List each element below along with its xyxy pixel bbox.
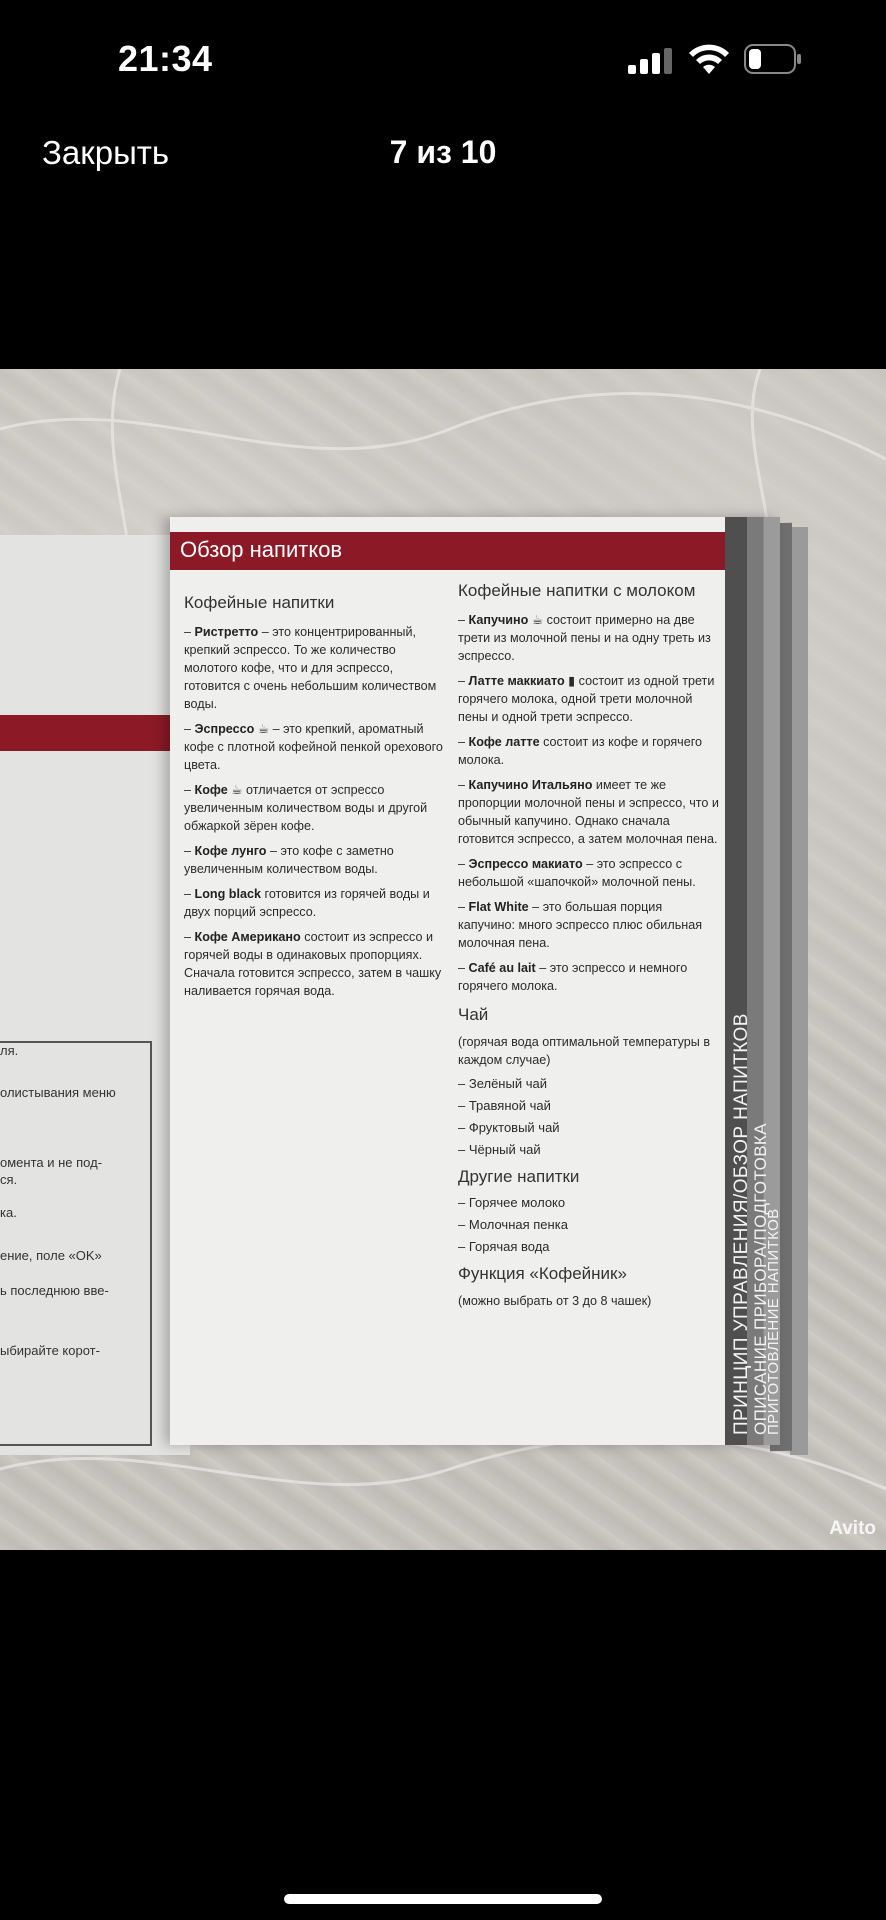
section-tab: ПРИНЦИП УПРАВЛЕНИЯ/ОБЗОР НАПИТКОВ bbox=[731, 1013, 752, 1435]
photo-counter: 7 из 10 bbox=[389, 134, 497, 170]
drink-name: Кофе bbox=[194, 783, 228, 797]
drink-desc: – это эспрессо с небольшой «шапочкой» молочной пены. bbox=[458, 857, 696, 889]
drink-desc: – это кофе с заметно увеличенным количеством воды. bbox=[184, 844, 394, 876]
pot-note: (можно выбрать от 3 до 8 чашек) bbox=[458, 1294, 652, 1308]
drink-name: Латте маккиато bbox=[468, 674, 565, 688]
avito-watermark: Avito bbox=[829, 1518, 876, 1539]
drink-desc: ☕ состоит примерно на две трети из молочной пены и на одну треть из эспрессо. bbox=[458, 613, 711, 663]
drink-desc: ☕ отличается от эспрессо увеличенным количеством воды и другой обжаркой зёрен кофе. bbox=[184, 783, 428, 833]
drink-item: – Кофе ☕ отличается от эспрессо увеличенным количеством воды и другой обжаркой зёрен кофе. bbox=[184, 783, 428, 833]
drink-item: – Капучино Итальяно имеет те же пропорции молочной пены и эспрессо, что и обычный капучино. Однако сначала готовится эспрессо, а затем молочная пена. bbox=[458, 778, 719, 846]
drink-desc: ▮ состоит из одной трети горячего молока, одной трети молочной пены и одной трети эспрессо. bbox=[458, 674, 715, 724]
left-fragment: ся. bbox=[0, 1172, 18, 1187]
left-fragment: ка. bbox=[0, 1205, 17, 1220]
drink-item: – Flat White – это большая порция капучино: много эспрессо плюс обильная молочная пена. bbox=[458, 900, 703, 950]
tea-item: – Зелёный чай bbox=[458, 1076, 547, 1091]
page-title-band bbox=[170, 532, 725, 570]
drink-name: Кофе Американо bbox=[194, 930, 301, 944]
status-bar bbox=[0, 0, 886, 120]
right-column bbox=[458, 581, 720, 1317]
pot-heading: Функция «Кофейник» bbox=[458, 1264, 627, 1283]
drink-item: – Латте маккиато ▮ состоит из одной трети горячего молока, одной трети молочной пены и одной трети эспрессо. bbox=[458, 674, 715, 724]
drink-name: Капучино Итальяно bbox=[468, 778, 593, 792]
drink-name: Café au lait bbox=[468, 961, 536, 975]
battery-icon bbox=[744, 44, 802, 74]
left-fragment: ля. bbox=[0, 1043, 19, 1058]
column-heading: Кофейные напитки bbox=[184, 593, 335, 612]
cellular-signal-icon bbox=[628, 48, 672, 74]
section-tab: ПРИГОТОВЛЕНИЕ НАПИТКОВ bbox=[765, 1208, 782, 1435]
status-time: 21:34 bbox=[118, 38, 213, 79]
other-item: – Молочная пенка bbox=[458, 1217, 568, 1232]
drink-desc: готовится из горячей воды и двух порций эспрессо. bbox=[184, 887, 430, 919]
drink-name: Эспрессо bbox=[194, 722, 255, 736]
left-page-band bbox=[0, 715, 175, 751]
drink-item: – Эспрессо ☕ – это крепкий, ароматный кофе с плотной кофейной пенкой орехового цвета. bbox=[184, 722, 443, 772]
drink-item: – Café au lait – это эспрессо и немного горячего молока. bbox=[458, 961, 688, 993]
manual-page bbox=[170, 517, 780, 1445]
left-fragment: омента и не под- bbox=[0, 1155, 103, 1170]
section-tab: ОПИСАНИЕ ПРИБОРА/ПОДГОТОВКА bbox=[751, 1123, 770, 1435]
left-page-table bbox=[0, 1041, 152, 1446]
drink-name: Кофе лунго bbox=[194, 844, 267, 858]
drink-desc: состоит из эспрессо и горячей воды в одинаковых пропорциях. Сначала готовится эспрессо, затем в чашку наливается горячая вода. bbox=[184, 930, 442, 998]
left-fragment: ь последнюю вве- bbox=[0, 1283, 109, 1298]
drink-name: Эспрессо макиато bbox=[468, 857, 583, 871]
tea-item: – Травяной чай bbox=[458, 1098, 551, 1113]
drink-desc: – это концентрированный, крепкий эспрессо. То же количество молотого кофе, что и для эспрессо, готовится с очень небольшим количеством воды. bbox=[184, 625, 437, 711]
photo[interactable] bbox=[0, 369, 886, 1550]
drink-name: Long black bbox=[194, 887, 261, 901]
tea-note: (горячая вода оптимальной температуры в каждом случае) bbox=[458, 1035, 711, 1067]
left-column bbox=[184, 593, 446, 1007]
left-page bbox=[0, 535, 190, 1455]
viewer-header bbox=[0, 120, 886, 190]
drink-item: – Long black готовится из горячей воды и двух порций эспрессо. bbox=[184, 887, 430, 919]
left-fragment: олистывания меню bbox=[0, 1085, 116, 1100]
drink-item: – Кофе Американо состоит из эспрессо и горячей воды в одинаковых пропорциях. Сначала готовится эспрессо, затем в чашку наливается горячая вода. bbox=[184, 930, 442, 998]
tea-heading: Чай bbox=[458, 1005, 489, 1024]
drink-name: Капучино bbox=[468, 613, 529, 627]
left-fragment: ение, поле «OK» bbox=[0, 1248, 102, 1263]
drink-desc: имеет те же пропорции молочной пены и эспрессо, что и обычный капучино. Однако сначала готовится эспрессо, а затем молочная пена. bbox=[458, 778, 719, 846]
tea-item: – Фруктовый чай bbox=[458, 1120, 560, 1135]
drink-desc: – это эспрессо и немного горячего молока. bbox=[458, 961, 688, 993]
other-item: – Горячее молоко bbox=[458, 1195, 566, 1210]
drink-desc: состоит из кофе и горячего молока. bbox=[458, 735, 703, 767]
left-fragment: ыбирайте корот- bbox=[0, 1343, 100, 1358]
column-heading: Кофейные напитки с молоком bbox=[458, 581, 696, 600]
tea-item: – Чёрный чай bbox=[458, 1142, 541, 1157]
home-indicator[interactable] bbox=[284, 1894, 602, 1904]
drink-desc: ☕ – это крепкий, ароматный кофе с плотной кофейной пенкой орехового цвета. bbox=[184, 722, 443, 772]
section-tabs bbox=[725, 517, 780, 1445]
drink-item: – Кофе латте состоит из кофе и горячего молока. bbox=[458, 735, 703, 767]
close-button[interactable]: Закрыть bbox=[42, 134, 170, 171]
drink-name: Ристретто bbox=[194, 625, 259, 639]
drink-name: Кофе латте bbox=[468, 735, 540, 749]
drink-name: Flat White bbox=[468, 900, 529, 914]
drink-item: – Кофе лунго – это кофе с заметно увеличенным количеством воды. bbox=[184, 844, 394, 876]
wifi-icon bbox=[688, 44, 730, 76]
other-item: – Горячая вода bbox=[458, 1239, 550, 1254]
drink-desc: – это большая порция капучино: много эспрессо плюс обильная молочная пена. bbox=[458, 900, 703, 950]
page-title: Обзор напитков bbox=[180, 537, 343, 562]
drink-item: – Эспрессо макиато – это эспрессо с небольшой «шапочкой» молочной пены. bbox=[458, 857, 696, 889]
other-heading: Другие напитки bbox=[458, 1167, 580, 1186]
drink-item: – Капучино ☕ состоит примерно на две трети из молочной пены и на одну треть из эспрессо. bbox=[458, 613, 711, 663]
drink-item: – Ристретто – это концентрированный, крепкий эспрессо. То же количество молотого кофе, что и для эспрессо, готовится с очень небольшим количеством воды. bbox=[184, 625, 437, 711]
page-stack-edge bbox=[790, 527, 808, 1455]
